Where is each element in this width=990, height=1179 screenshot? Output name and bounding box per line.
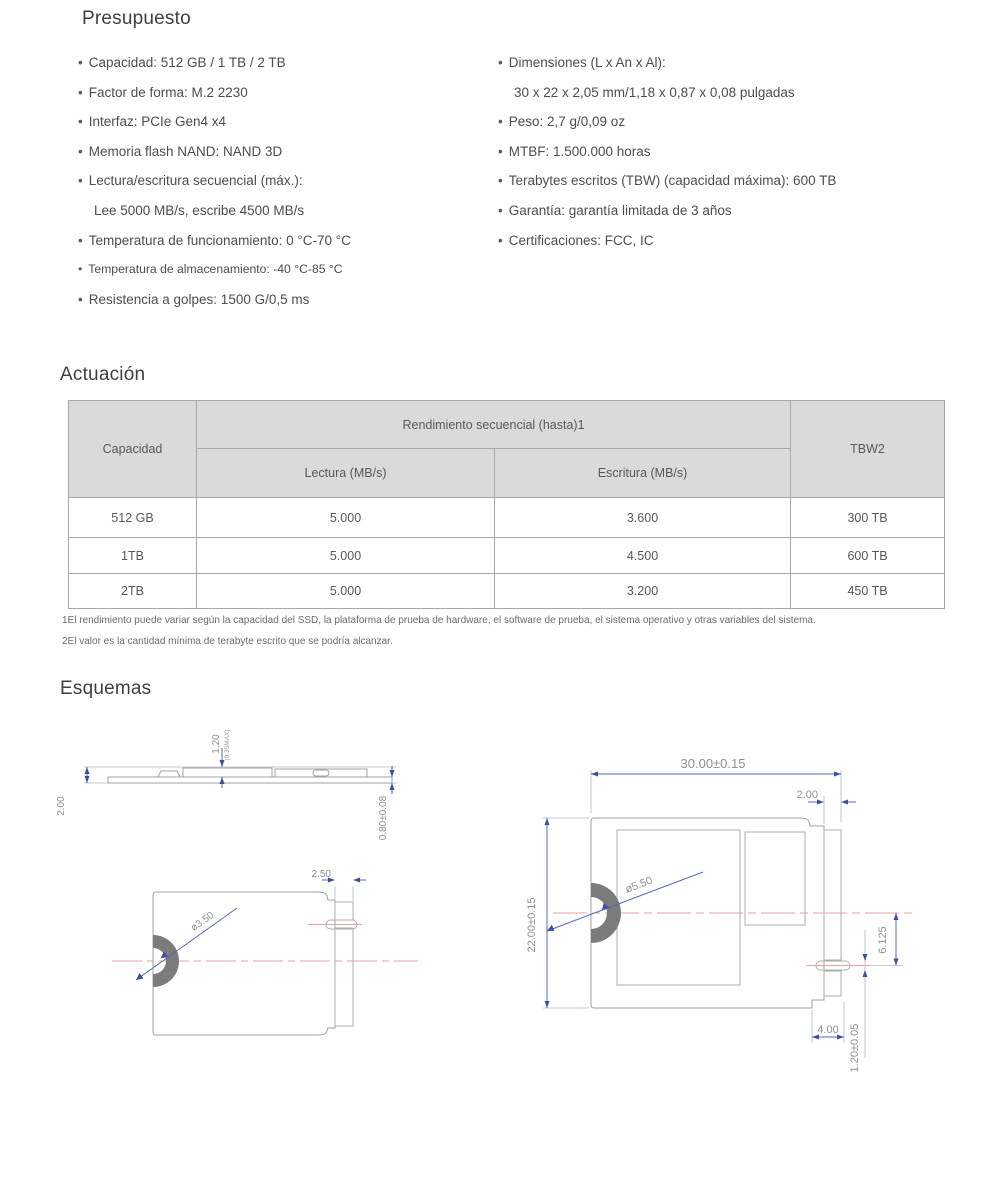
bullet: • [498, 173, 503, 189]
arrowhead-icon [545, 818, 550, 825]
spec-text: Temperatura de funcionamiento: 0 °C-70 °C [88, 232, 351, 248]
spec-subtext-dimensions: 30 x 22 x 2,05 mm/1,18 x 0,87 x 0,08 pulgadas [514, 84, 795, 100]
notch-leader-line [547, 872, 703, 931]
spec-item-weight [498, 107, 978, 137]
dim-label-pcb-thickness: 0.80±0.08 [378, 795, 389, 841]
spec-text: Peso: 2,7 g/0,09 oz [508, 114, 626, 130]
cell-read: 5.000 [197, 498, 495, 538]
spec-text: Terabytes escritos (TBW) (capacidad máxima): 600 TB [508, 173, 837, 189]
spec-item-certifications [498, 226, 978, 256]
spec-text: Resistencia a golpes: 1500 G/0,5 ms [88, 291, 310, 307]
footnote-2: 2El valor es la cantidad mínima de terabyte escrito que se podría alcanzar. [62, 636, 393, 647]
arrowhead-icon [547, 925, 555, 931]
col-header-tbw: TBW2 [791, 401, 945, 498]
dim-label-key-offset: 6.125 [877, 926, 889, 954]
arrowhead-icon [841, 800, 848, 805]
dim-label-length: 30.00±0.15 [680, 756, 746, 771]
arrowhead-icon [591, 772, 598, 777]
mounting-notch [153, 935, 179, 987]
col-header-capacity: Capacidad [69, 401, 197, 498]
arrowhead-icon [545, 1001, 550, 1008]
cell-read: 5.000 [197, 574, 495, 609]
connector-fingers-lower [824, 971, 841, 996]
arrowhead-icon [353, 878, 360, 883]
spec-text: Temperatura de almacenamiento: -40 °C-85 °C [88, 262, 343, 277]
spec-item-capacity [78, 48, 493, 78]
dim-label-notch-diameter: ø3.50 [188, 910, 217, 934]
cell-write: 3.600 [495, 498, 791, 538]
arrowhead-icon [817, 800, 824, 805]
table-row [69, 574, 945, 609]
arrowhead-icon [863, 970, 868, 977]
cell-read: 5.000 [197, 538, 495, 574]
cell-tbw: 450 TB [791, 574, 945, 609]
performance-table [68, 400, 944, 609]
dim-label-key-width: 1.20±0.05 [849, 1023, 861, 1073]
spec-text: Memoria flash NAND: NAND 3D [88, 143, 283, 159]
notch-leader-line [136, 908, 237, 980]
spec-text: Factor de forma: M.2 2230 [88, 84, 248, 100]
arrowhead-icon [220, 777, 225, 784]
performance-section-title: Actuación [60, 364, 146, 385]
bullet: • [78, 143, 83, 159]
dim-label-component-height: 1.20 [211, 734, 222, 754]
cell-tbw: 600 TB [791, 538, 945, 574]
spec-text: Garantía: garantía limitada de 3 años [508, 202, 732, 218]
component-small [313, 770, 329, 776]
dim-label-component-max: (0.35MAX) [224, 729, 231, 761]
connector-fingers-lower [335, 928, 353, 1026]
bullet: • [498, 55, 503, 70]
bullet: • [78, 114, 83, 130]
connector-fingers-upper [335, 902, 353, 920]
dim-label-total-height: 2.00 [56, 796, 67, 816]
schematics-section-title: Esquemas [60, 678, 152, 699]
bullet: • [78, 84, 83, 100]
spec-text: Capacidad: 512 GB / 1 TB / 2 TB [88, 55, 286, 70]
spec-item-operating-temp [78, 226, 493, 256]
chip-small [745, 832, 805, 925]
arrowhead-icon [894, 959, 899, 966]
table-footnotes [62, 610, 962, 652]
spec-text: Dimensiones (L x An x Al): [508, 55, 666, 70]
arrowhead-icon [390, 770, 395, 777]
table-row [69, 498, 945, 538]
cell-write: 3.200 [495, 574, 791, 609]
card-outline [153, 892, 335, 1035]
specs-right-column [498, 48, 978, 255]
connector-fingers-upper [824, 830, 841, 960]
spec-text: Lectura/escritura secuencial (máx.): [88, 173, 303, 189]
bullet: • [498, 114, 503, 130]
bullet: • [498, 202, 503, 218]
bullet: • [78, 55, 83, 70]
dim-label-inset: 4.00 [817, 1024, 839, 1036]
spec-item-mtbf [498, 137, 978, 167]
cell-write: 4.500 [495, 538, 791, 574]
col-header-sequential: Rendimiento secuencial (hasta)1 [197, 401, 791, 449]
side-view-drawing [56, 729, 397, 840]
specs-section-title: Presupuesto [82, 8, 191, 29]
bullet: • [78, 173, 83, 189]
col-header-write: Escritura (MB/s) [495, 449, 791, 498]
arrowhead-icon [85, 776, 90, 783]
bullet: • [78, 291, 83, 307]
table-row [69, 538, 945, 574]
col-header-read: Lectura (MB/s) [197, 449, 495, 498]
dim-label-notch-diameter: ø5.50 [623, 874, 655, 896]
schematics-drawing [0, 718, 990, 1118]
arrowhead-icon [894, 913, 899, 920]
spec-text: Certificaciones: FCC, IC [508, 232, 654, 248]
dim-label-width: 22.00±0.15 [526, 897, 538, 953]
bullet: • [78, 232, 83, 248]
cell-capacity: 1TB [69, 538, 197, 574]
spec-text: MTBF: 1.500.000 horas [508, 143, 651, 159]
pcb-profile [108, 777, 392, 783]
cell-capacity: 512 GB [69, 498, 197, 538]
chip-large [617, 830, 740, 985]
component-bump [158, 771, 180, 777]
arrowhead-icon [85, 767, 90, 774]
footnote-1: 1El rendimiento puede variar según la capacidad del SSD, la plataforma de prueba de hardware, el software de prueba, el sistema operativo y otras variables del sistema. [62, 615, 816, 626]
spec-text: Interfaz: PCIe Gen4 x4 [88, 114, 227, 130]
spec-item-dimensions [498, 48, 978, 78]
spec-item-form-factor [78, 78, 493, 108]
spec-item-sequential [78, 166, 493, 196]
dim-label-finger-width: 2.00 [796, 789, 818, 801]
spec-item-nand [78, 137, 493, 167]
spec-item-storage-temp [78, 255, 493, 285]
spec-item-warranty [498, 196, 978, 226]
spec-item-shock [78, 285, 493, 315]
specs-left-column [78, 48, 493, 314]
bullet: • [78, 262, 83, 277]
component-hatched [183, 768, 272, 777]
spec-item-interface [78, 107, 493, 137]
small-top-view-drawing [112, 869, 418, 1035]
arrowhead-icon [136, 973, 144, 980]
arrowhead-icon [390, 783, 395, 790]
arrowhead-icon [863, 954, 868, 961]
spec-subtext-sequential: Lee 5000 MB/s, escribe 4500 MB/s [94, 202, 305, 218]
large-top-view-drawing [526, 756, 912, 1072]
bullet: • [498, 232, 503, 248]
bullet: • [498, 143, 503, 159]
dim-label-finger-offset: 2.50 [311, 869, 331, 880]
cell-capacity: 2TB [69, 574, 197, 609]
arrowhead-icon [834, 772, 841, 777]
cell-tbw: 300 TB [791, 498, 945, 538]
spec-item-tbw [498, 166, 978, 196]
